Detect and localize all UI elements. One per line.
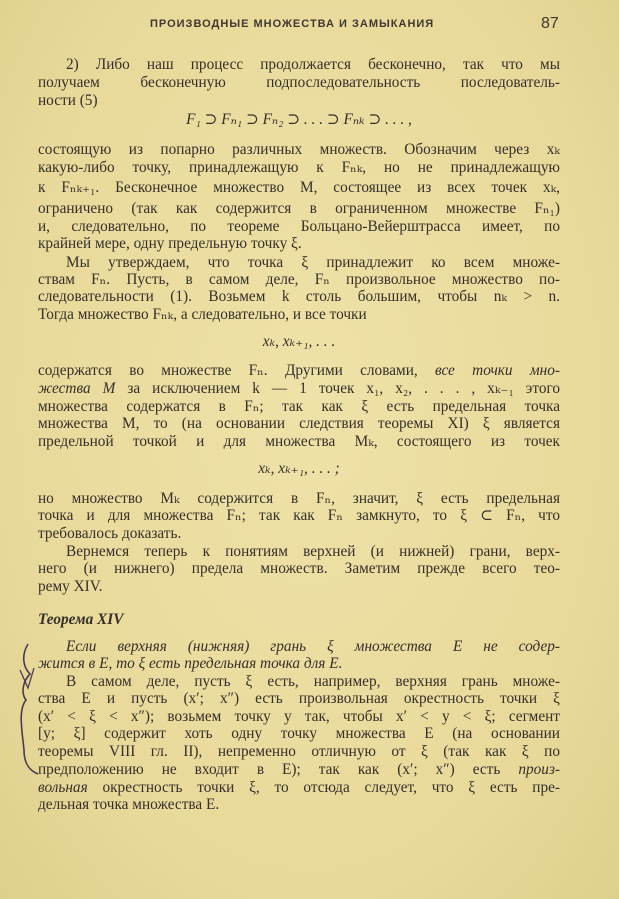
text-line	[38, 235, 560, 253]
text-segment: рему XIV.	[38, 578, 103, 595]
text-segment: xₖ, xₖ₊₁, . . . ;	[258, 460, 340, 477]
text-line	[38, 690, 560, 708]
italic-text: жится в E, то ξ есть предельная точка для E.	[38, 655, 343, 672]
text-segment: В самом деле, пусть ξ есть, например, верхняя грань множе-	[66, 673, 560, 690]
text-segment: точка и для множества Fₙ; так как Fₙ замкнуто, то ξ ⊂ Fₙ, что	[38, 507, 560, 524]
text-segment: xₖ, xₖ₊₁, . . .	[262, 333, 336, 350]
text-segment: Теорема XIV	[38, 611, 124, 628]
text-line	[38, 306, 560, 324]
text-line	[38, 708, 560, 726]
text-line	[38, 271, 560, 289]
text-line	[38, 796, 560, 814]
text-line	[38, 525, 560, 543]
text-segment: Тогда множество Fₙₖ, а следовательно, и все точки	[38, 306, 367, 323]
text-segment: какую-либо точку, принадлежащую к Fₙₖ, но не принадлежащую	[38, 159, 560, 176]
formula-points-2	[38, 460, 560, 478]
text-segment: теоремы VIII гл. II), непременно отличную от ξ (так как ξ по	[38, 743, 560, 760]
text-line	[38, 779, 560, 797]
handwritten-bracket-mark	[14, 640, 44, 780]
text-line	[38, 141, 560, 159]
italic-text: Если верхняя (нижняя) грань ξ множества E не содер-	[66, 638, 560, 655]
text-segment: ства E и пусть (x′; x″) есть произвольная окрестность точки ξ	[38, 690, 560, 707]
text-segment: крайней мере, одну предельную точку ξ.	[38, 235, 302, 252]
text-line	[38, 433, 560, 451]
text-segment: ствам Fₙ. Пусть, в самом деле, Fₙ произвольное множество по-	[38, 271, 560, 288]
text-segment: множества содержатся в Fₙ; так как ξ есть предельная точка	[38, 398, 560, 415]
text-line	[38, 288, 560, 306]
text-line	[66, 56, 560, 74]
formula-nested-sets	[38, 111, 560, 129]
text-segment: предположению не входит в E); так как (x′; x″) есть	[38, 761, 519, 778]
text-segment: следовательности (1). Возьмем k столь большим, чтобы nₖ > n.	[38, 288, 560, 305]
text-line	[38, 200, 560, 218]
text-segment: ности (5)	[38, 92, 98, 109]
text-segment: к Fₙₖ₊₁. Бесконечное множество M, состоящее из всех точек xₖ,	[38, 179, 560, 196]
text-segment: предельной точкой и для множества Mₖ, состоящего из точек	[38, 433, 560, 450]
text-segment: окрестность точки ξ, то отсюда следует, что ξ есть пре-	[87, 779, 560, 796]
italic-text: жества M	[38, 380, 116, 397]
text-line	[38, 380, 560, 398]
text-segment: получаем бесконечную подпоследовательность последователь-	[38, 74, 560, 91]
text-line	[38, 560, 560, 578]
text-segment: но множество Mₖ содержится в Fₙ, значит, ξ есть предельная	[38, 490, 560, 507]
text-line	[38, 362, 560, 380]
text-line	[38, 743, 560, 761]
text-line	[38, 415, 560, 433]
text-line	[38, 218, 560, 236]
text-line	[66, 673, 560, 691]
text-segment: Вернемся теперь к понятиям верхней (и нижней) грани, верх-	[66, 543, 560, 560]
text-line	[66, 543, 560, 561]
text-segment: и, следовательно, по теореме Больцано-Вейерштрасса имеет, по	[38, 218, 560, 235]
text-line	[38, 74, 560, 92]
text-segment: 2) Либо наш процесс продолжается бесконечно, так что мы	[66, 56, 560, 73]
text-line	[38, 159, 560, 177]
text-segment: содержатся во множестве Fₙ. Другими словами,	[38, 362, 436, 379]
page-number: 87	[541, 15, 559, 32]
text-segment: Мы утверждаем, что точка ξ принадлежит ко всем множе-	[66, 254, 560, 271]
text-line	[38, 398, 560, 416]
text-segment: ограничено (так как содержится в ограниченном множестве Fₙ₁)	[38, 200, 560, 217]
italic-text: все точки мно-	[435, 362, 560, 379]
italic-text: произ-	[518, 761, 560, 778]
text-segment: состоящую из попарно различных множеств. Обозначим через xₖ	[38, 141, 560, 158]
text-segment: множества M, то (на основании следствия теоремы XI) ξ является	[38, 415, 560, 432]
text-line	[66, 254, 560, 272]
italic-text: вольная	[38, 779, 88, 796]
theorem-heading	[38, 611, 560, 629]
text-line	[38, 655, 560, 673]
text-segment: (x′ < ξ < x″); возьмем точку y так, чтобы x′ < y < ξ; сегмент	[38, 708, 560, 725]
text-line	[38, 507, 560, 525]
text-line	[38, 92, 560, 110]
formula-points	[38, 333, 560, 351]
text-segment: требовалось доказать.	[38, 525, 182, 542]
text-segment: него (и нижнего) предела множеств. Заметим прежде всего тео-	[38, 560, 560, 577]
text-segment: дельная точка множества E.	[38, 796, 220, 813]
text-line	[38, 761, 560, 779]
text-segment: за исключением k — 1 точек x₁, x₂, . . . , xₖ₋₁ этого	[115, 380, 561, 397]
text-segment: F₁ ⊃ Fₙ₁ ⊃ Fₙ₂ ⊃ . . . ⊃ Fₙₖ ⊃ . . . ,	[186, 111, 412, 128]
text-segment: [y; ξ] содержит хоть одну точку множества E (на основании	[38, 725, 560, 742]
text-line	[38, 490, 560, 508]
running-title: ПРОИЗВОДНЫЕ МНОЖЕСТВА И ЗАМЫКАНИЯ	[150, 18, 435, 30]
text-line	[38, 578, 560, 596]
text-line	[66, 638, 560, 656]
text-line	[38, 725, 560, 743]
text-line	[38, 179, 560, 197]
